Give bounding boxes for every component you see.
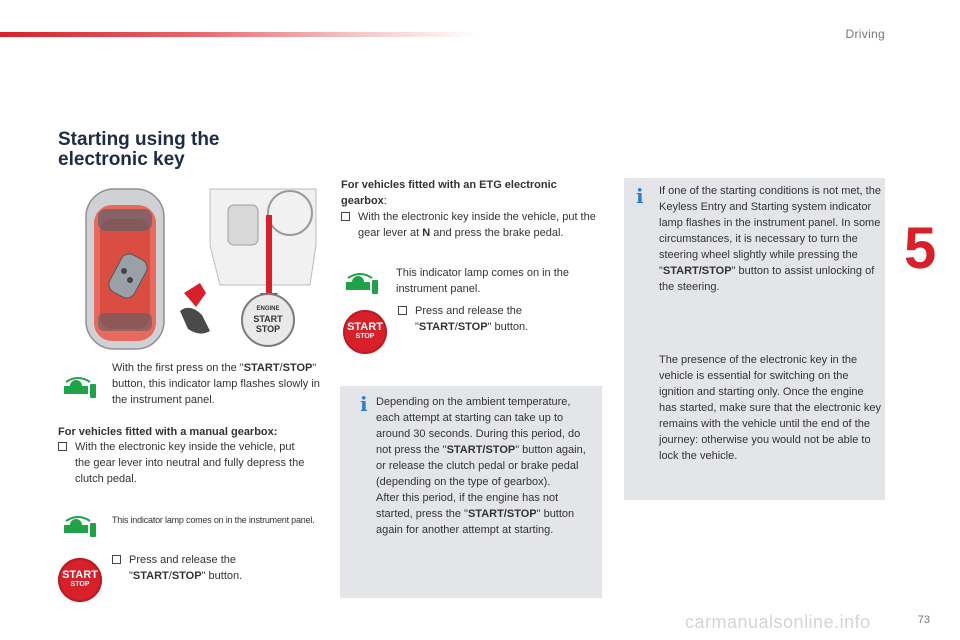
title-line-1: Starting using the — [58, 129, 220, 150]
stop-label: STOP — [355, 333, 375, 340]
key-indicator-lamp-icon — [60, 376, 100, 400]
info-p4: " button again for another attempt at starting. — [376, 508, 575, 536]
etg-lamp-on-text: This indicator lamp comes on in the instrument panel. — [396, 267, 570, 295]
manual-gearbox-heading: For vehicles fitted with a manual gearbox: — [58, 426, 278, 438]
start-stop-button-icon — [343, 310, 387, 354]
info-icon: i — [636, 184, 644, 208]
info-starting-attempt-text — [376, 394, 596, 538]
dashboard-icon — [210, 189, 316, 307]
engine-button-line2: START — [253, 314, 283, 324]
lamp-flash-post: " button, this indicator lamp flashes slowly in the instrument panel. — [112, 362, 320, 406]
etg-press-button-bullet — [398, 303, 598, 335]
lamp-flash-mid: / — [279, 362, 283, 374]
foot-pedal-icon — [180, 283, 210, 334]
info-p2: " button again, or release the clutch pedal or brake pedal (depending on the type of gearbox). — [376, 444, 586, 488]
etg-bullet-n: N — [422, 227, 431, 239]
conditions-pre: If one of the starting conditions is not met, the Keyless Entry and Starting system indicator lamp flashes in the instrument panel. In some circumstances, it is necessary to turn the steering wheel slightly while pressing the " — [659, 185, 881, 277]
etg-heading — [341, 177, 601, 209]
press-button-bullet — [112, 552, 322, 584]
page-number: 73 — [917, 614, 930, 626]
etg-press-pre: Press and release the " — [415, 305, 523, 333]
start-stop-button-icon — [58, 558, 102, 602]
manual-bullet-text: With the electronic key inside the vehicle, put the gear lever into neutral and fully depress the clutch pedal. — [75, 441, 305, 485]
car-top-view-icon — [86, 189, 164, 349]
press-pre: Press and release the " — [129, 554, 237, 582]
lamp-flash-key2: STOP — [282, 362, 313, 374]
lamp-flash-key1: START — [243, 362, 280, 374]
press-button-text — [129, 552, 315, 584]
info-key-presence-text: The presence of the electronic key in the vehicle is essential for switching on the ignition and starting only. Once the engine has started, make sure that the electronic key remains with the vehicle until the end of the journey: otherwise you would not be able to lock the vehicle. — [659, 354, 881, 462]
info-p3: After this period, if the engine has not started, press the " — [376, 492, 559, 520]
etg-bullet — [341, 209, 603, 241]
press-post: " button. — [201, 570, 243, 582]
etg-press-post: " button. — [487, 321, 529, 333]
header-accent-bar — [0, 32, 480, 37]
stop-label: STOP — [70, 581, 90, 588]
bullet-marker-icon — [112, 555, 121, 564]
etg-heading-colon: : — [383, 195, 387, 207]
chapter-number: 5 — [904, 216, 937, 281]
info-k1: START/STOP — [446, 444, 516, 456]
bullet-marker-icon — [398, 306, 407, 315]
key-indicator-lamp-icon — [60, 515, 100, 539]
lamp-flash-text — [112, 360, 322, 408]
etg-press-key1: START — [418, 321, 455, 333]
etg-press-key2: STOP — [457, 321, 488, 333]
info-conditions-text — [659, 183, 881, 295]
page-title — [58, 130, 220, 170]
press-key2: STOP — [171, 570, 202, 582]
etg-bullet-post: and press the brake pedal. — [430, 227, 564, 239]
engine-start-stop-button-icon — [242, 294, 294, 346]
manual-gearbox-bullet — [58, 439, 313, 487]
engine-button-line1: ENGINE — [256, 306, 280, 312]
watermark: carmanualsonline.info — [685, 612, 871, 632]
etg-press-button-text — [415, 303, 591, 335]
press-key1: START — [132, 570, 169, 582]
press-mid: / — [168, 570, 172, 582]
info-box-starting-attempt — [340, 386, 602, 598]
car-key-illustration — [80, 185, 320, 355]
info-icon: i — [360, 392, 368, 416]
engine-button-line3: STOP — [255, 324, 281, 334]
bullet-marker-icon — [58, 442, 67, 451]
conditions-post: " button to assist unlocking of the steering. — [659, 265, 875, 293]
start-label: START — [62, 569, 98, 581]
info-p1: Depending on the ambient temperature, each attempt at starting can take up to around 30 seconds. During this period, do not press the " — [376, 396, 581, 456]
section-title: Driving — [845, 27, 885, 41]
lamp-on-text: This indicator lamp comes on in the instrument panel. — [112, 515, 315, 525]
lamp-flash-pre: With the first press on the " — [112, 362, 244, 374]
etg-press-mid: / — [454, 321, 458, 333]
info-k2: START/STOP — [467, 508, 537, 520]
etg-heading-text: For vehicles fitted with an ETG electronic gearbox — [341, 179, 557, 207]
etg-bullet-text — [358, 209, 596, 241]
etg-bullet-pre: With the electronic key inside the vehicle, put the gear lever at — [358, 211, 596, 239]
info-box-conditions — [624, 178, 885, 500]
title-line-2: electronic key — [58, 149, 185, 170]
conditions-key: START/STOP — [662, 265, 732, 277]
start-label: START — [347, 321, 383, 333]
key-indicator-lamp-icon — [342, 272, 382, 296]
bullet-marker-icon — [341, 212, 350, 221]
